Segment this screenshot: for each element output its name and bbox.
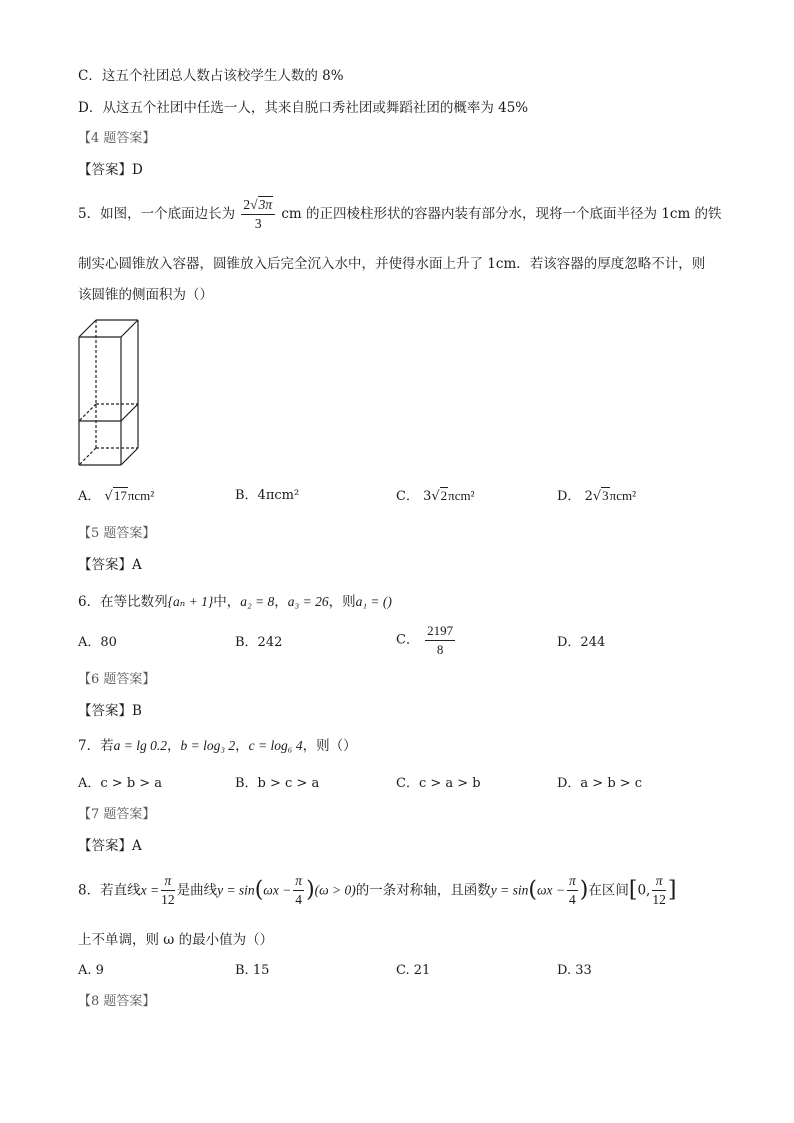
q6-option-c: C． $\frac{2197}{8}$	[396, 623, 454, 657]
q7-option-d: D．a > b > c	[557, 776, 643, 791]
q4-answer: 【答案】D	[78, 162, 143, 178]
q6-option-a: A．80	[78, 635, 117, 650]
q8-stem-line2: 上不单调，则 ω 的最小值为（）	[78, 932, 274, 948]
q8-option-b: B. 15	[235, 963, 270, 978]
q6-section-header: 【6 题答案】	[78, 672, 156, 687]
q5-section-header: 【5 题答案】	[78, 526, 156, 541]
q8-stem-line1: 8．若直线x = $\frac{\pi}{12}$ 是曲线y = sin(ωx − $\frac{\pi}{4}$ )(ω > 0)的一条对称轴，且函数y = sin(ωx − $\frac{\pi}{4}$ )在区间[0, $\frac{\pi}{12}$ ]	[78, 873, 677, 907]
q5-option-d: D． 2√3πcm²	[557, 488, 636, 504]
q5-side-fraction: $\frac{2√3\pi}{3}$	[241, 196, 275, 233]
q8-section-header: 【8 题答案】	[78, 994, 156, 1009]
q5-answer: 【答案】A	[78, 557, 142, 573]
q4-section-header: 【4 题答案】	[78, 131, 156, 146]
q4-option-c: C．这五个社团总人数占该校学生人数的 8%	[78, 68, 344, 84]
q7-section-header: 【7 题答案】	[78, 807, 156, 822]
q7-stem: 7．若a = lg 0.2，b = log₃ 2，c = log₆ 4，则（）	[78, 738, 357, 754]
q8-option-a: A. 9	[78, 963, 104, 978]
prism-figure	[75, 315, 147, 470]
q5-option-a: A． √17πcm²	[78, 488, 155, 504]
q6-stem: 6．在等比数列{aₙ + 1}中，a₂ = 8，a₃ = 26，则a₁ = ()	[78, 594, 392, 610]
q8-option-d: D. 33	[557, 963, 592, 978]
q6-answer: 【答案】B	[78, 703, 142, 719]
q5-option-c: C． 3√2πcm²	[396, 488, 475, 504]
q5-stem-line2: 制实心圆锥放入容器，圆锥放入后完全沉入水中，并使得水面上升了 1cm．若该容器的厚度忽略不计，则	[78, 256, 706, 272]
q7-option-b: B．b > c > a	[235, 776, 320, 791]
q5-option-b: B．4πcm²	[235, 488, 300, 503]
q5-stem-line3: 该圆锥的侧面积为（）	[78, 287, 213, 303]
q8-option-c: C. 21	[396, 963, 431, 978]
q7-option-c: C．c > a > b	[396, 776, 481, 791]
q7-option-a: A．c > b > a	[78, 776, 163, 791]
q6-option-b: B．242	[235, 635, 283, 650]
q7-answer: 【答案】A	[78, 838, 142, 854]
q4-option-d: D．从这五个社团中任选一人，其来自脱口秀社团或舞蹈社团的概率为 45%	[78, 100, 529, 116]
q5-stem-line1: 5．如图，一个底面边长为 $\frac{2√3\pi}{3}$ cm 的正四棱柱形状的容器内装有部分水，现将一个底面半径为 1cm 的铁	[78, 197, 722, 231]
q6-option-d: D．244	[557, 635, 606, 650]
